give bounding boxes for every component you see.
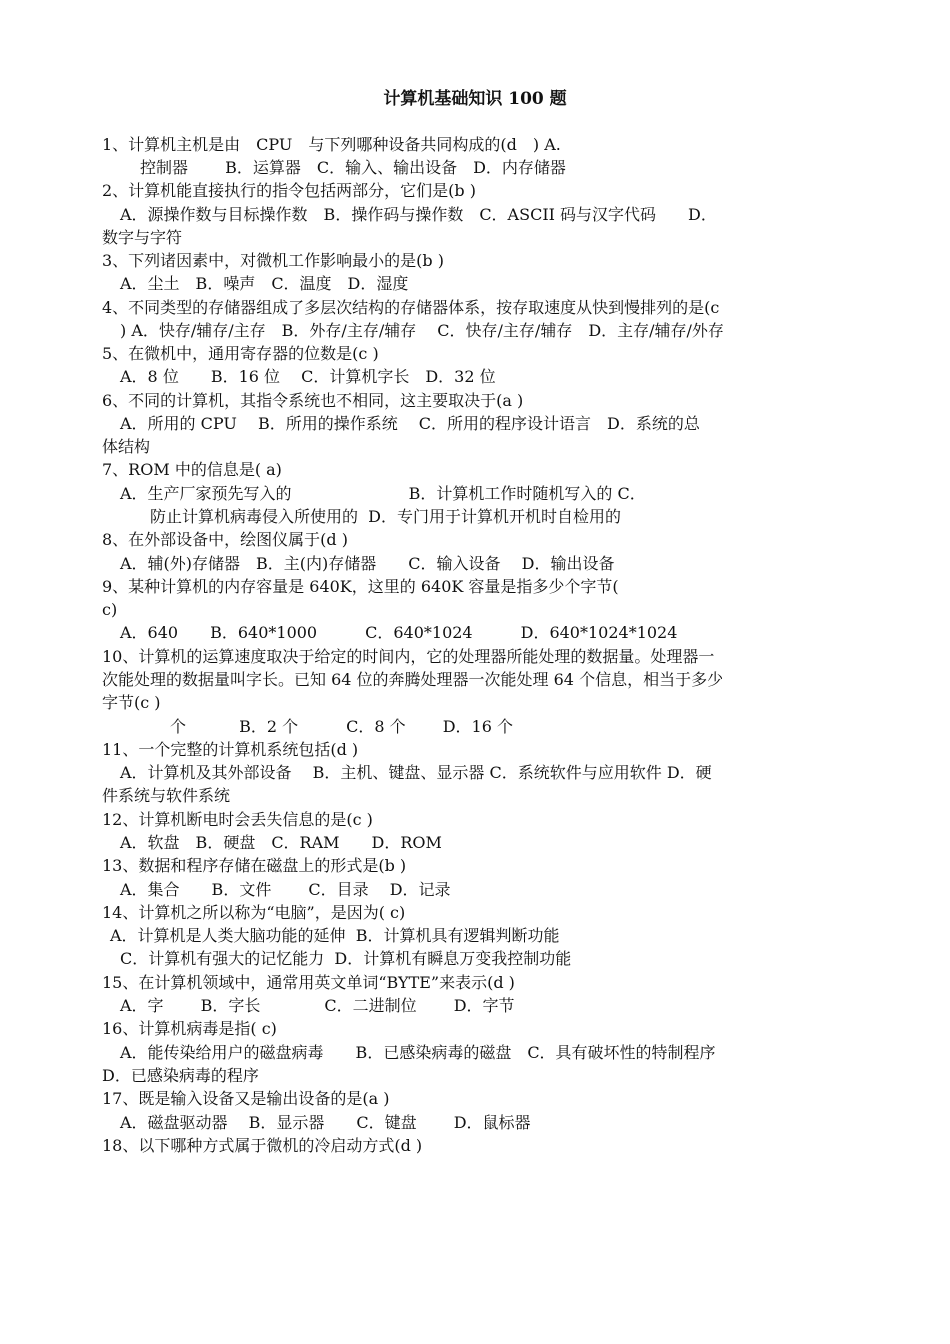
text-line: 3、下列诸因素中，对微机工作影响最小的是(b ) xyxy=(102,251,444,270)
text-line: 11、一个完整的计算机系统包括(d ) xyxy=(102,740,359,759)
text-line: 18、以下哪种方式属于微机的冷启动方式(d ) xyxy=(102,1136,423,1155)
text-line: 14、计算机之所以称为“电脑”，是因为( c) xyxy=(102,903,406,922)
text-line: A．软盘 B．硬盘 C．RAM D．ROM xyxy=(120,833,442,852)
text-line: A．字 B．字长 C．二进制位 D．字节 xyxy=(120,996,515,1015)
text-line: A．能传染给用户的磁盘病毒 B．已感染病毒的磁盘 C．具有破坏性的特制程序 xyxy=(120,1043,716,1062)
text-line: 13、数据和程序存储在磁盘上的形式是(b ) xyxy=(102,856,407,875)
text-line: ) A．快存/辅存/主存 B．外存/主存/辅存 C．快存/主存/辅存 D．主存/辅存/外存 xyxy=(120,321,724,340)
text-line: 10、计算机的运算速度取决于给定的时间内，它的处理器所能处理的数据量。处理器一 xyxy=(102,647,715,666)
text-line: c) xyxy=(102,600,118,619)
text-line: A．8 位 B．16 位 C．计算机字长 D．32 位 xyxy=(120,367,496,386)
text-line: A．640 B．640*1000 C．640*1024 D．640*1024*1024 xyxy=(120,623,678,642)
text-line: 1、计算机主机是由 CPU 与下列哪种设备共同构成的(d ) A. xyxy=(102,135,561,154)
page-title: 计算机基础知识 100 题 xyxy=(383,89,567,109)
text-line: 2、计算机能直接执行的指令包括两部分，它们是(b ) xyxy=(102,181,476,200)
text-line: 15、在计算机领域中，通常用英文单词“BYTE”来表示(d ) xyxy=(102,973,515,992)
text-line: 防止计算机病毒侵入所使用的 D．专门用于计算机开机时自检用的 xyxy=(150,507,622,526)
text-line: A．集合 B．文件 C．目录 D．记录 xyxy=(120,880,451,899)
text-line: 9、某种计算机的内存容量是 640K，这里的 640K 容量是指多少个字节( xyxy=(102,577,619,596)
text-line: 5、在微机中，通用寄存器的位数是(c ) xyxy=(102,344,379,363)
text-line: C．计算机有强大的记忆能力 D．计算机有瞬息万变我控制功能 xyxy=(120,949,572,968)
text-line: A．磁盘驱动器 B．显示器 C．键盘 D．鼠标器 xyxy=(120,1113,531,1132)
text-line: D．已感染病毒的程序 xyxy=(102,1066,259,1085)
text-line: 字节(c ) xyxy=(102,693,161,712)
text-line: A．计算机是人类大脑功能的延伸 B．计算机具有逻辑判断功能 xyxy=(110,926,560,945)
text-line: A．所用的 CPU B．所用的操作系统 C．所用的程序设计语言 D．系统的总 xyxy=(120,414,700,433)
text-line: 件系统与软件系统 xyxy=(102,786,231,805)
text-line: 7、ROM 中的信息是( a) xyxy=(102,460,282,479)
text-line: 16、计算机病毒是指( c) xyxy=(102,1019,277,1038)
text-line: A．计算机及其外部设备 B．主机、键盘、显示器 C．系统软件与应用软件 D．硬 xyxy=(120,763,712,782)
text-line: A．生产厂家预先写入的 B．计算机工作时随机写入的 C． xyxy=(120,484,646,503)
text-line: A．辅(外)存储器 B．主(内)存储器 C．输入设备 D．输出设备 xyxy=(120,554,615,573)
text-line: 12、计算机断电时会丢失信息的是(c ) xyxy=(102,810,373,829)
text-line: 数字与字符 xyxy=(102,228,183,247)
text-line: A．源操作数与目标操作数 B．操作码与操作数 C．ASCII 码与汉字代码 D． xyxy=(120,205,717,224)
text-line: 体结构 xyxy=(102,437,151,456)
text-line: 个 B．2 个 C．8 个 D．16 个 xyxy=(170,717,513,736)
text-line: A．尘土 B．噪声 C．温度 D．湿度 xyxy=(120,274,409,293)
text-line: 次能处理的数据量叫字长。已知 64 位的奔腾处理器一次能处理 64 个信息，相当于多少 xyxy=(102,670,724,689)
text-line: 17、既是输入设备又是输出设备的是(a ) xyxy=(102,1089,390,1108)
text-line: 4、不同类型的存储器组成了多层次结构的存储器体系，按存取速度从快到慢排列的是(c xyxy=(102,298,720,317)
text-line: 控制器 B．运算器 C．输入、输出设备 D．内存储器 xyxy=(140,158,566,177)
text-line: 8、在外部设备中，绘图仪属于(d ) xyxy=(102,530,348,549)
text-line: 6、不同的计算机，其指令系统也不相同，这主要取决于(a ) xyxy=(102,391,524,410)
